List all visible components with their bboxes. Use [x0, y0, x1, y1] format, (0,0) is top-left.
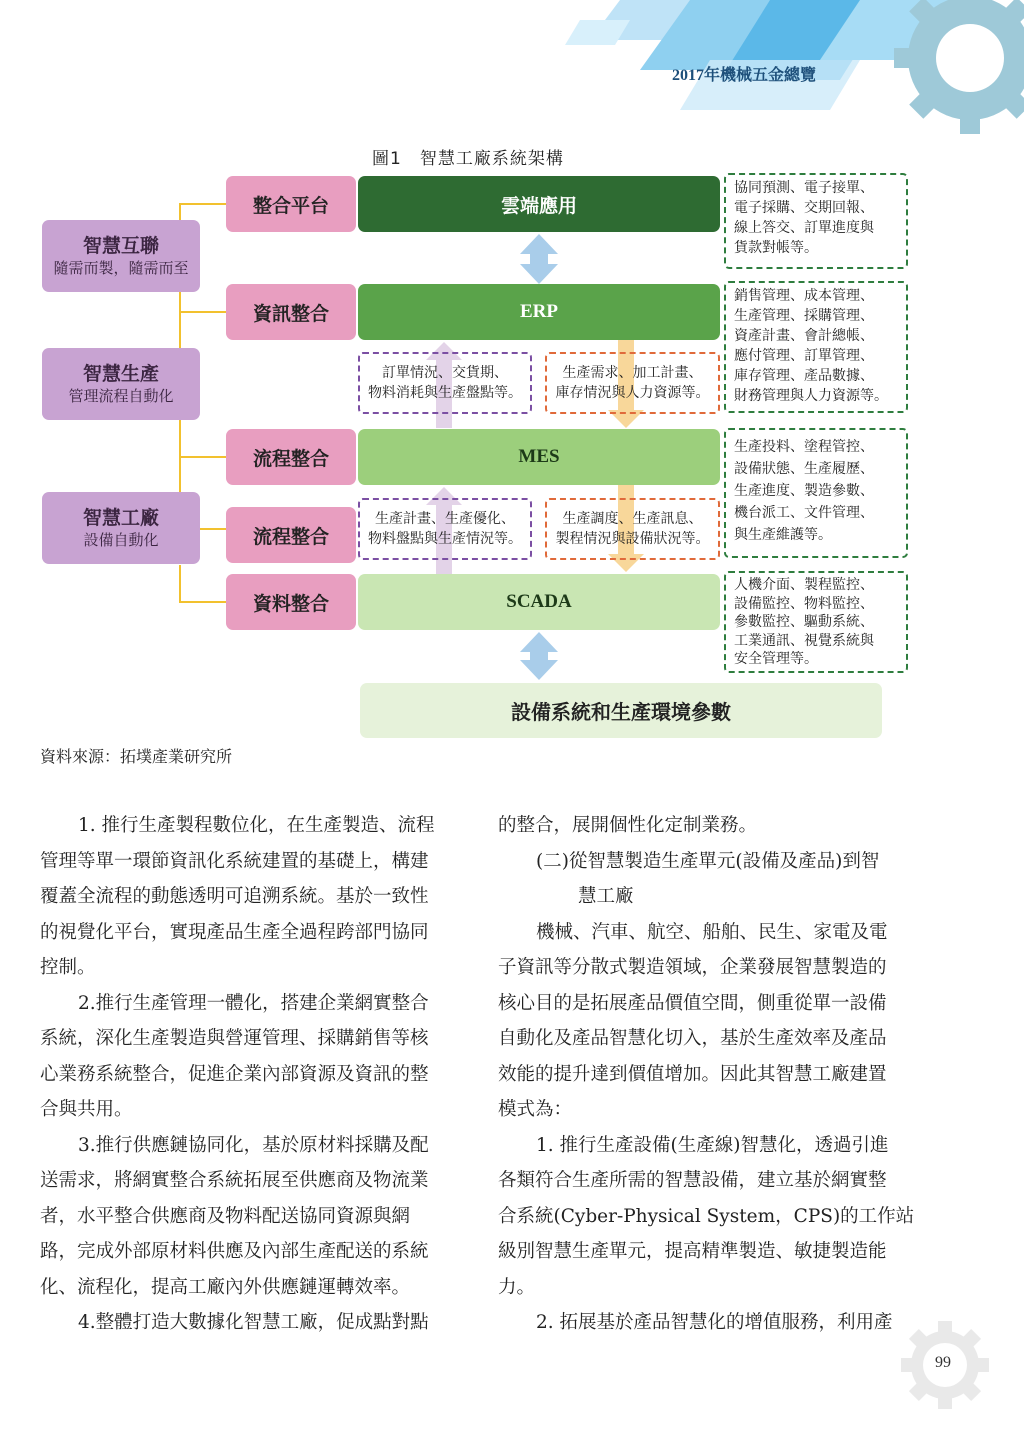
detail-scada: 人機介面、製程監控、 設備監控、物料監控、 參數監控、驅動系統、 工業通訊、視覺系統與 安全管理等。	[724, 571, 908, 673]
group-subtitle: 設備自動化	[83, 531, 159, 549]
flow-down-mes: 生產調度、生產訊息、 製程情況與設備狀況等。	[545, 498, 720, 560]
paragraph-line: 模式為：	[498, 1099, 573, 1120]
layer-label-data-integration: 資料整合	[226, 574, 356, 630]
paragraph-line: 的整合，展開個性化定制業務。	[498, 815, 758, 836]
paragraph-line: 力。	[498, 1276, 536, 1298]
page-gear-icon	[890, 1320, 1000, 1430]
publication-title: 2017年機械五金總覽	[672, 67, 817, 84]
body-column-left	[40, 808, 460, 1341]
layer-label-info-integration: 資訊整合	[226, 284, 356, 340]
paragraph-line: 2.推行生產管理一體化，搭建企業網實整合	[78, 992, 429, 1014]
system-scada: SCADA	[358, 574, 720, 630]
paragraph-line: 2. 拓展基於產品智慧化的增值服務，利用產	[536, 1312, 893, 1333]
figure-source: 資料來源：拓墣產業研究所	[40, 747, 233, 766]
flow-up-mes: 生產計畫、生產優化、 物料盤點與生產情況等。	[358, 498, 532, 560]
paragraph-line: 送需求，將網實整合系統拓展至供應商及物流業	[40, 1170, 429, 1191]
system-mes: MES	[358, 429, 720, 485]
paragraph-line: 的視覺化平台，實現產品生產全過程跨部門協同	[40, 921, 429, 943]
double-arrow-icon	[520, 632, 558, 680]
paragraph-line: 化、流程化，提高工廠內外供應鏈運轉效率。	[40, 1276, 411, 1298]
paragraph-line: 3.推行供應鏈協同化，基於原材料採購及配	[78, 1134, 429, 1156]
paragraph-line: 效能的提升達到價值增加。因此其智慧工廠建置	[498, 1063, 887, 1085]
paragraph-line: 核心目的是拓展產品價值空間，側重從單一設備	[498, 992, 887, 1014]
paragraph-line: 者，水平整合供應商及物料配送協同資源與網	[40, 1205, 411, 1227]
equipment-environment-params: 設備系統和生產環境參數	[360, 683, 882, 738]
group-subtitle: 管理流程自動化	[68, 387, 174, 405]
figure-title: 圖1 智慧工廠系統架構	[372, 149, 564, 169]
layer-label-process-integration: 流程整合	[226, 429, 356, 485]
flow-arrows	[358, 232, 720, 692]
group-title: 智慧生產	[82, 363, 159, 385]
paragraph-line: 4.整體打造大數據化智慧工廠，促成點對點	[78, 1312, 429, 1333]
paragraph-line: 覆蓋全流程的動態透明可追溯系統。基於一致性	[40, 886, 429, 907]
group-smart-connect	[42, 220, 200, 292]
paragraph-line: 機械、汽車、航空、船舶、民生、家電及電	[536, 921, 888, 943]
paragraph-line: 自動化及產品智慧化切入，基於生產效率及產品	[498, 1028, 887, 1049]
group-title: 智慧工廠	[82, 507, 159, 529]
paragraph-line: 合系統(Cyber-Physical System，CPS)的工作站	[498, 1205, 915, 1227]
section-heading: 慧工廠	[578, 886, 634, 907]
double-arrow-icon	[520, 234, 558, 284]
detail-erp: 銷售管理、成本管理、 生產管理、採購管理、 資產計畫、會計總帳、 應付管理、訂單管理、 庫存管理、產品數據、 財務管理與人力資源等。	[724, 281, 908, 413]
paragraph-line: 管理等單一環節資訊化系統建置的基礎上，構建	[40, 850, 429, 872]
paragraph-line: 級別智慧生產單元，提高精準製造、敏捷製造能	[498, 1241, 887, 1262]
layer-label-process-integration-2: 流程整合	[226, 507, 356, 563]
paragraph-line: 合與共用。	[40, 1099, 133, 1120]
group-smart-factory	[42, 492, 200, 564]
group-subtitle: 隨需而製，隨需而至	[53, 259, 189, 277]
system-cloud: 雲端應用	[358, 176, 720, 232]
group-smart-production	[42, 348, 200, 420]
paragraph-line: 心業務系統整合，促進企業內部資源及資訊的整	[40, 1063, 429, 1085]
group-title: 智慧互聯	[82, 235, 159, 257]
paragraph-line: 1. 推行生產設備(生產線)智慧化，透過引進	[536, 1134, 889, 1156]
flow-down-erp: 生產需求、加工計畫、 庫存情況與人力資源等。	[545, 352, 720, 414]
flow-up-erp: 訂單情況、交貨期、 物料消耗與生產盤點等。	[358, 352, 532, 414]
paragraph-line: 子資訊等分散式製造領域，企業發展智慧製造的	[498, 957, 887, 978]
detail-mes: 生產投料、塗程管控、 設備狀態、生產履歷、 生產進度、製造參數、 機台派工、文件管理、 與生產維護等。	[724, 428, 908, 558]
paragraph-line: 各類符合生產所需的智慧設備，建立基於網實整	[498, 1170, 887, 1191]
paragraph-line: 控制。	[40, 957, 96, 978]
paragraph-line: 1. 推行生產製程數位化，在生產製造、流程	[78, 815, 435, 836]
section-heading: (二)從智慧製造生產單元(設備及產品)到智	[536, 850, 880, 872]
body-column-right	[498, 808, 918, 1341]
paragraph-line: 系統，深化生產製造與營運管理、採購銷售等核	[40, 1028, 429, 1049]
detail-cloud: 協同預測、電子接單、 電子採購、交期回報、 線上答交、訂單進度與 貨款對帳等。	[724, 173, 908, 269]
system-erp: ERP	[358, 284, 720, 340]
page-number: 99	[935, 1354, 951, 1371]
paragraph-line: 路，完成外部原材料供應及內部生產配送的系統	[40, 1241, 429, 1262]
layer-label-integration-platform: 整合平台	[226, 176, 356, 232]
